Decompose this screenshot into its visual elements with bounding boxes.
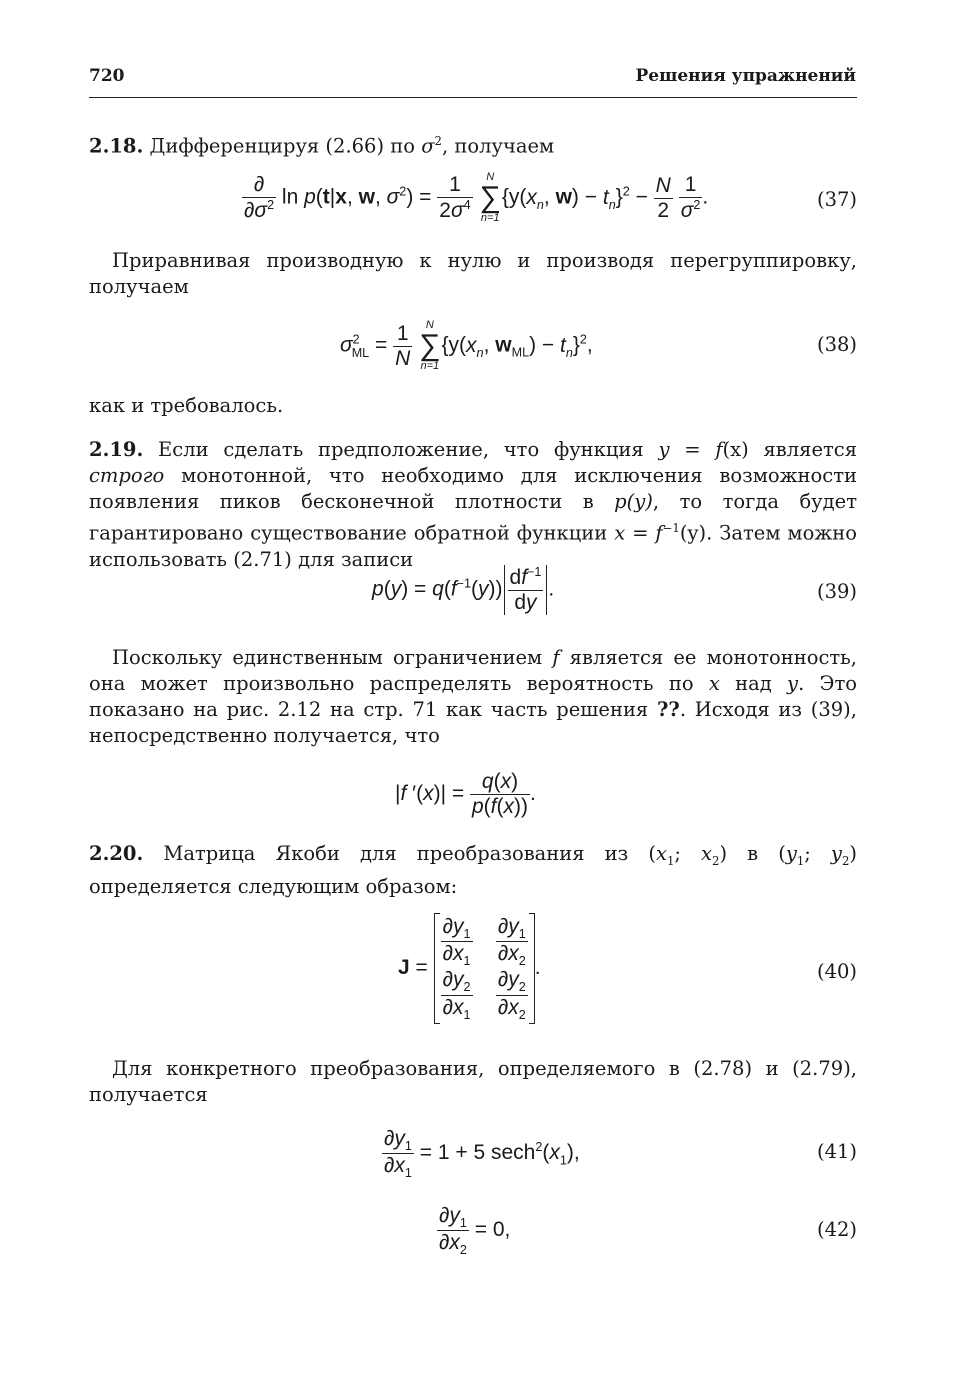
equation-39: $p(y) = q(f^{-1}(y))$ $\frac{df^{-1}}{dy}$ . [372, 565, 555, 614]
section-2-18-intro [89, 128, 857, 160]
text: является [748, 438, 858, 461]
var: x [701, 842, 713, 865]
fraction: $\frac{1}{2\sigma^4}$ [439, 173, 471, 222]
text: . Это показано на рис. 2.12 на стр. 71 как часть решения [89, 672, 857, 721]
subscript: 1 [796, 853, 805, 868]
section-2-19-intro [89, 437, 857, 573]
equation-41: $\frac{\partial y_1}{\partial x_1}$ = 1 + 5 $\sec h^2(x_1)$, [384, 1127, 580, 1181]
var: x [655, 842, 667, 865]
text: ) в ( [719, 842, 786, 865]
equation-number-39: (39) [816, 580, 857, 603]
var: f [655, 521, 663, 545]
var: x [614, 521, 626, 545]
fraction: $\frac{N}{2}$ [655, 173, 671, 222]
equation-38: $\sigma^2_{ML}$ = $\frac{1}{N}$ N ∑ n=1 {$y(x_n$, $w_{ML}) - t_n\}^2$, [340, 319, 593, 372]
text: . Затем можно использовать (2.71) для записи [89, 521, 857, 571]
header-rule [89, 97, 857, 98]
fraction: $\frac{\partial y_2}{\partial x_2}$ [497, 968, 526, 1022]
var: y [658, 438, 670, 461]
bold-text: ?? [656, 698, 680, 721]
subscript: 2 [841, 853, 850, 868]
equation-42: $\frac{\partial y_1}{\partial x_2}$ = 0, [439, 1204, 511, 1258]
exponent: −1 [662, 521, 680, 535]
fraction: $\frac{\partial y_1}{\partial x_2}$ [497, 915, 526, 969]
section-2-19-text [89, 645, 857, 749]
section-2-18-conclusion: как и требовалось. [89, 394, 284, 417]
exercise-number: 2.19. [89, 438, 144, 461]
equation-unnumbered: |f ′(x)| = $\frac{q(x)}{p(f(x))}$ . [395, 770, 536, 818]
var: x [708, 672, 720, 695]
text: (y) [679, 521, 707, 545]
var: p(y) [614, 490, 653, 513]
text: Матрица Якоби для преобразования из ( [163, 842, 656, 865]
emphasis: строго [89, 464, 165, 487]
equation-number-38: (38) [816, 333, 857, 356]
text: Дифференцируя (2.66) по [149, 134, 422, 158]
var: f [552, 646, 560, 669]
fraction: $\frac{\partial y_1}{\partial x_1}$ [384, 1127, 412, 1181]
text: = [669, 438, 716, 461]
text: является ее монотонность, она может произвольно распределять вероятность по [89, 646, 857, 695]
section-2-20-intro [89, 841, 857, 900]
subscript: 1 [666, 853, 675, 868]
sum-symbol: N ∑ n=1 [419, 319, 441, 372]
subscript: 2 [712, 853, 720, 868]
text: , то тогда будет гарантировано существование обратной функции [89, 490, 857, 545]
equation-40: J = $\frac{\partial y_1}{\partial x_1}$ $\frac{\partial y_1}{\partial x_2}$ $\frac{\partial y_2}{\partial x_1}$ $\frac{\partial y_2}{\partial x_2}$ . [398, 915, 541, 1022]
text: = [625, 521, 656, 545]
var: f [715, 438, 723, 461]
sum-symbol: N ∑ n=1 [479, 171, 501, 224]
text: . Исходя из (39), непосредственно получается, что [89, 698, 857, 747]
text: над [719, 672, 788, 695]
equation-number-42: (42) [816, 1218, 857, 1241]
exponent: 2 [434, 134, 442, 148]
text: ) определяется следующим образом: [89, 842, 857, 898]
page-number: 720 [89, 66, 125, 86]
fraction: $\frac{1}{N}$ [395, 321, 411, 370]
section-2-18-text: Приравнивая производную к нулю и производя перегруппировку, получаем [89, 249, 857, 298]
fraction: $\frac{\partial}{\partial\sigma^2}$ [244, 173, 275, 222]
fraction: $\frac{df^{-1}}{dy}$ [509, 565, 542, 614]
text: Если сделать предположение, что функция [158, 438, 659, 461]
sigma: σ [421, 134, 435, 158]
equation-number-40: (40) [816, 960, 857, 983]
exercise-number: 2.18. [89, 134, 144, 158]
equation-number-37: (37) [816, 188, 857, 211]
running-title: Решения упражнений [635, 66, 856, 86]
equation-number-41: (41) [816, 1140, 857, 1163]
fraction: $\frac{q(x)}{p(f(x))}$ [471, 770, 528, 818]
section-2-20-text: Для конкретного преобразования, определяемого в (2.78) и (2.79), получается [89, 1057, 857, 1106]
fraction: $\frac{1}{\sigma^2}$ [680, 173, 701, 222]
equation-37: $\frac{\partial}{\partial\sigma^2}$ ln p(t|x, w, $\sigma^2$) = $\frac{1}{2\sigma^4}$ N ∑ n=1 {$y(x_n$, $w) - t_n\}^2$ − $\frac{N}{2}$ $\frac{1}{\sigma^2}$ . [244, 171, 709, 224]
var: y [830, 842, 842, 865]
text: монотонной, что необходимо для исключения возможности появления пиков бесконечной плотности в [89, 464, 857, 513]
var: y [787, 672, 799, 695]
matrix [434, 913, 535, 1024]
fraction: $\frac{\partial y_2}{\partial x_1}$ [442, 968, 471, 1022]
fraction: $\frac{\partial y_1}{\partial x_1}$ [442, 915, 471, 969]
text: , получаем [441, 134, 555, 158]
text: ; [804, 842, 831, 865]
text: Поскольку единственным ограничением [112, 646, 553, 669]
text: (x) [722, 438, 749, 461]
exercise-number: 2.20. [89, 842, 144, 865]
var: y [785, 842, 797, 865]
text: ; [674, 842, 702, 865]
fraction: $\frac{\partial y_1}{\partial x_2}$ [439, 1204, 467, 1258]
